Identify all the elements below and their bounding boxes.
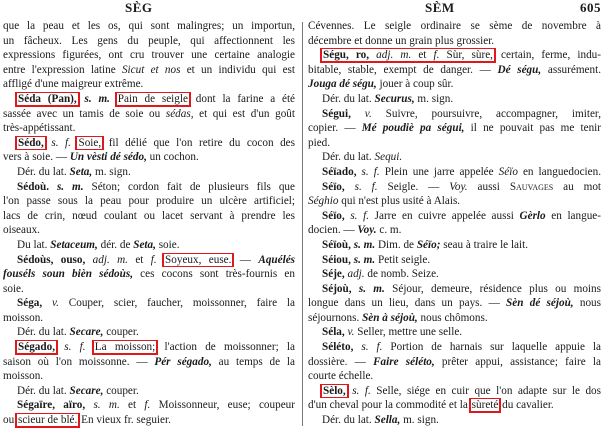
text-line: vers à soie. — Un vèsti dé sédo, un cochon. bbox=[3, 151, 199, 164]
text-line: que la peau et les os, qui sont malingres; un importun, bbox=[3, 20, 295, 32]
left-column bbox=[3, 19, 295, 428]
entry-sejou: Séjoù, s. m. Séjour, demeure, résidence plus ou moins bbox=[322, 282, 601, 295]
text-line: moisson. bbox=[3, 370, 44, 383]
entry-segu: Ségu, ro, adj. m. et f. Sùr, sùre, certain, ferme, indu- bbox=[323, 49, 601, 62]
text-line: oiseaux. bbox=[3, 224, 40, 237]
text-line: très-appétissant. bbox=[3, 122, 76, 135]
text-line: d'un cheval pour la commodité et la sùreté du cavalier. bbox=[308, 399, 554, 412]
text-line: un fâcheux. Les gens du peuple, qui affectionnent les bbox=[3, 34, 295, 47]
text-line: longue dans un lieu, dans un pays. — Sèn dé séjoù, nous bbox=[308, 297, 601, 310]
definition-highlight: La moisson; bbox=[94, 341, 156, 354]
entry-sedous: Sédoùs, ouso, adj. m. et f. Soyeux, euse. — Aquélés bbox=[17, 253, 295, 266]
text-line: l'on passe sous la peau pour produire un ulcère artificiel; bbox=[3, 195, 295, 208]
entry-segui: Ségui, v. Suivre, poursuivre, accompagner, imiter, bbox=[322, 107, 601, 120]
text-line: expressions figurées, ont cru trouver une certaine analogie bbox=[3, 49, 295, 62]
definition-highlight: Soie, bbox=[78, 136, 102, 149]
entry-sedou: Sédoù. s. m. Séton; cordon fait de plusieurs fils que bbox=[17, 180, 295, 193]
text-line: moisson. bbox=[3, 311, 44, 324]
text-line: Jouga dé ségu, jouer à coup sûr. bbox=[308, 78, 454, 91]
headword-highlight: Séda (Pan), bbox=[18, 92, 77, 105]
running-head-right: SÈM bbox=[425, 0, 455, 15]
entry-sega: Séga, v. Couper, scier, faucher, moissonner, faire la bbox=[17, 297, 295, 310]
entry-seiou-2: Séiou, s. m. Petit seigle. bbox=[322, 253, 431, 266]
entry-seiou: Séïoù, s. m. Dim. de Séïo; seau à traire le lait. bbox=[322, 238, 529, 251]
right-column bbox=[308, 19, 601, 428]
headword-highlight: Sédo, bbox=[18, 136, 44, 149]
text-line: ou scieur de blé. En vieux fr. seguier. bbox=[3, 414, 171, 427]
text-line: séjournons. Sèn à séjoù, nous chômons. bbox=[308, 311, 488, 324]
etymology: Dér. du lat. Sequi. bbox=[322, 151, 403, 164]
page-number: 605 bbox=[580, 0, 601, 15]
text-line: décembre et donne un grain plus grossier. bbox=[308, 34, 495, 47]
text-line: docien. — Voy. c. m. bbox=[308, 224, 402, 237]
headword-highlight: Ségado, bbox=[18, 341, 55, 354]
text-line: saison où l'on moissonne. — Pér ségado, au temps de la bbox=[3, 355, 295, 368]
entry-sela: Séla, v. Seller, mettre une selle. bbox=[322, 326, 463, 339]
definition-highlight: sùreté bbox=[471, 399, 499, 412]
etymology: Dér. du lat. Securus, m. sign. bbox=[322, 92, 454, 105]
definition-highlight: Pain de seigle bbox=[117, 92, 188, 105]
entry-seda: Séda (Pan), s. m. Pain de seigle dont la farine a été bbox=[18, 92, 295, 105]
entry-segaire: Ségaïre, aïro, s. m. et f. Moissonneur, euse; coupeur bbox=[17, 399, 295, 412]
etymology: Dér. du lat. Secare, couper. bbox=[17, 326, 139, 339]
entry-seje: Séje, adj. de nomb. Seize. bbox=[322, 268, 439, 281]
entry-segado: Ségado, s. f. La moisson; l'action de moissonner; la bbox=[18, 341, 295, 354]
entry-highlight: Ségu, ro, adj. m. et f. Sùr, sùre, bbox=[323, 49, 493, 62]
running-head-left: SÈG bbox=[125, 0, 153, 15]
text-line: bitable, stable, exempt de danger. — Dé ségu, assurément. bbox=[308, 63, 601, 76]
text-line: courte échelle. bbox=[308, 370, 374, 383]
text-line: Séghio qui n'est plus usité à Alais. bbox=[308, 195, 461, 208]
entry-selo: Sèlo, s. f. Selle, siége en cuir que l'on adapte sur le dos bbox=[323, 384, 601, 397]
etymology: Du lat. Setaceum, dér. de Seta, soie. bbox=[17, 238, 180, 251]
column-divider bbox=[302, 22, 303, 426]
headword-highlight: Sèlo, bbox=[323, 384, 346, 397]
entry-seio-2: Séïo, s. f. Jarre en cuivre appelée aussi Gèrlo en langue- bbox=[322, 209, 601, 222]
text-line: copier. — Mé poudiè pa ségui, il ne pouvait pas me tenir bbox=[308, 122, 601, 135]
etymology: Dér. du lat. Seta, m. sign. bbox=[17, 165, 131, 178]
entry-seiado: Séïado, s. f. Plein une jarre appelée Séïo en languedocien. bbox=[322, 165, 601, 178]
text-line: Cévennes. Le seigle ordinaire se sème de novembre à bbox=[308, 20, 601, 32]
text-line: soie. bbox=[3, 282, 24, 295]
definition-highlight: scieur de blé. bbox=[17, 414, 78, 427]
definition-highlight: Soyeux, euse. bbox=[165, 253, 232, 266]
entry-sedo: Sédo, s. f. Soie, fil délié que l'on retire du cocon des bbox=[18, 136, 295, 149]
text-line: sassée avec un tamis de soie ou sédas, et qui est d'un goût bbox=[3, 107, 295, 120]
etymology: Dér. du lat. Sella, m. sign. bbox=[322, 414, 439, 427]
entry-seleto: Séléto, s. f. Portion de harnais sur laquelle appuie la bbox=[322, 341, 601, 354]
text-line: fouséls soun bièn sédoùs, ces cocons sont très-fournis en bbox=[3, 268, 295, 281]
text-line: dossière. — Faire séléto, prêter appui, assistance; faire la bbox=[308, 355, 601, 368]
entry-seio: Séïo, s. f. Seigle. — Voy. aussi Sauvages au mot bbox=[322, 180, 601, 193]
text-line: affligé d'une maigreur extrême. bbox=[3, 78, 144, 91]
text-line: pied. bbox=[308, 136, 331, 149]
etymology: Dér. du lat. Secare, couper. bbox=[17, 384, 139, 397]
text-line: lacs de crin, nœud coulant ou lacet servant à prendre les bbox=[3, 209, 295, 222]
text-line: entre l'expression latine Sicut et nos et un individu qui est bbox=[3, 63, 295, 76]
